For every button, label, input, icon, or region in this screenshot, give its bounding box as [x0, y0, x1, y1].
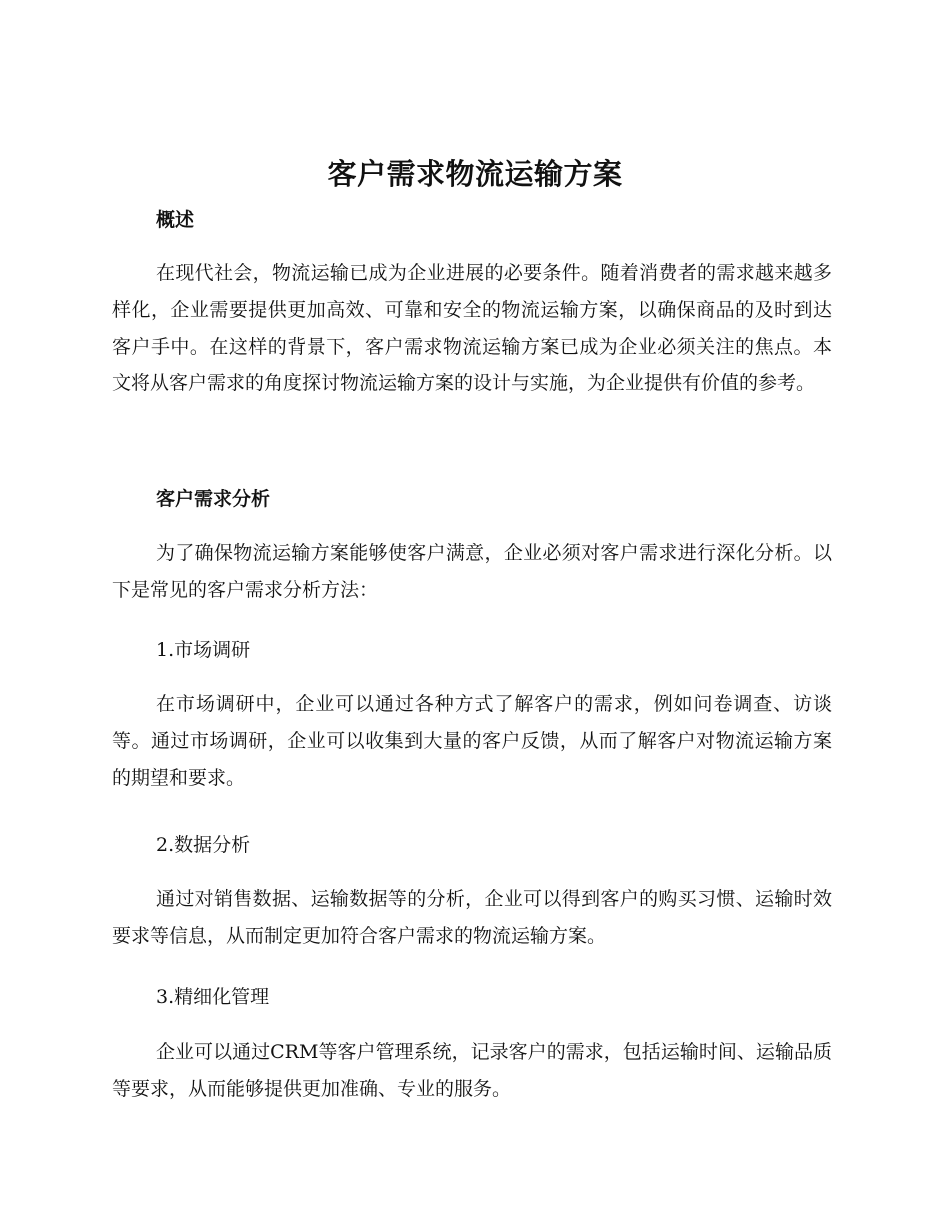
method-label-data-analysis: 2.数据分析	[156, 834, 251, 856]
section-heading-demand-analysis: 客户需求分析	[156, 488, 271, 510]
section-heading-overview: 概述	[156, 209, 195, 231]
data-analysis-paragraph: 通过对销售数据、运输数据等的分析，企业可以得到客户的购买习惯、运输时效要求等信息，从而制定更加符合客户需求的物流运输方案。	[112, 888, 832, 947]
method-label-market-research: 1.市场调研	[156, 639, 251, 661]
market-research-paragraph: 在市场调研中，企业可以通过各种方式了解客户的需求，例如问卷调查、访谈等。通过市场调研，企业可以收集到大量的客户反馈，从而了解客户对物流运输方案的期望和要求。	[112, 693, 832, 789]
method-label-fine-management: 3.精细化管理	[156, 986, 270, 1008]
fine-management-paragraph: 企业可以通过CRM等客户管理系统，记录客户的需求，包括运输时间、运输品质等要求，从而能够提供更加准确、专业的服务。	[112, 1041, 832, 1100]
demand-analysis-paragraph: 为了确保物流运输方案能够使客户满意，企业必须对客户需求进行深化分析。以下是常见的客户需求分析方法：	[112, 542, 832, 601]
overview-paragraph: 在现代社会，物流运输已成为企业进展的必要条件。随着消费者的需求越来越多样化，企业需要提供更加高效、可靠和安全的物流运输方案，以确保商品的及时到达客户手中。在这样的背景下，客户需求物流运输方案已成为企业必须关注的焦点。本文将从客户需求的角度探讨物流运输方案的设计与实施，为企业提供有价值的参考。	[112, 262, 832, 395]
document-title: 客户需求物流运输方案	[327, 157, 623, 191]
